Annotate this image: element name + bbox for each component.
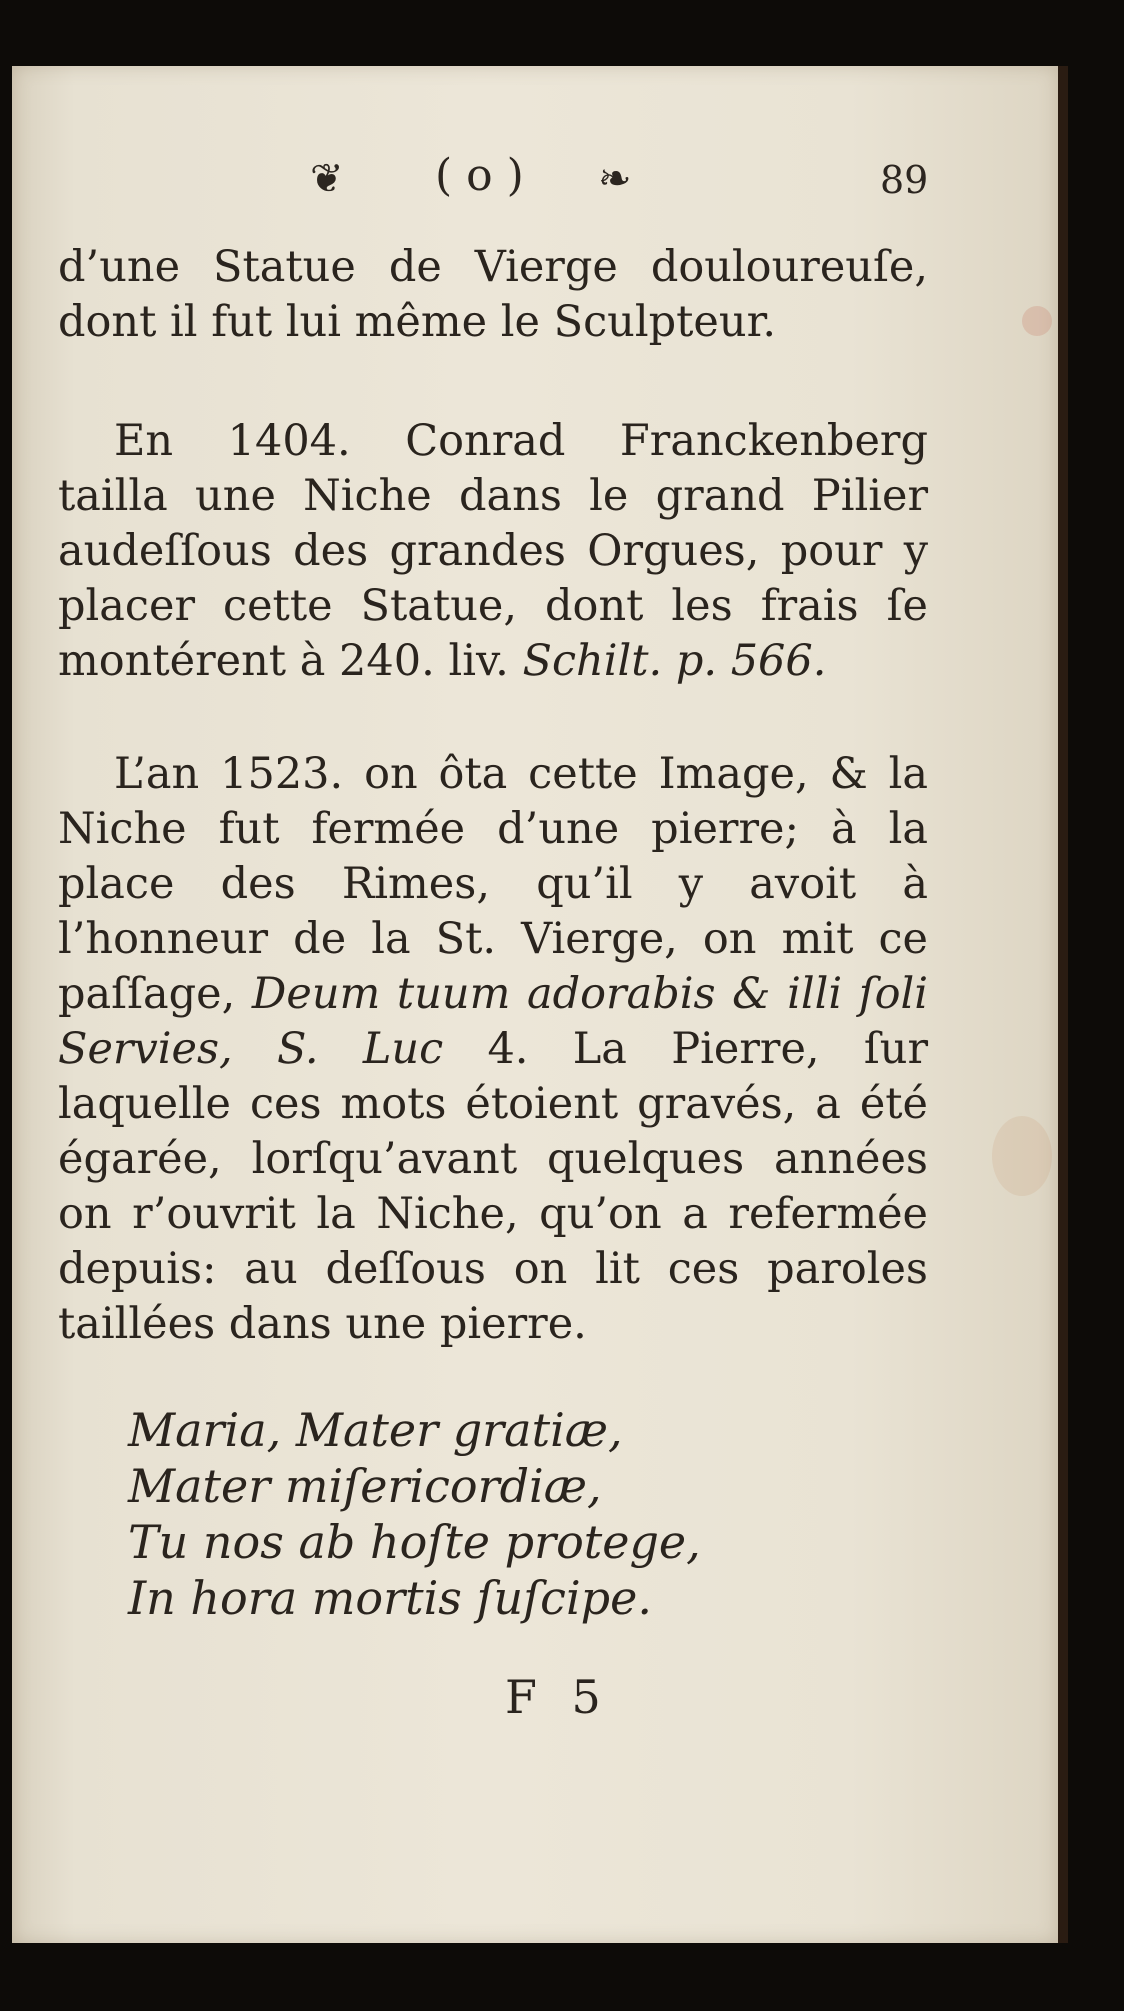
paper-stain [992, 1116, 1052, 1196]
book-edge [1058, 66, 1068, 1943]
floral-ornament-left-icon: ❦ [310, 156, 346, 202]
citation-reference: S. Luc [276, 1024, 444, 1074]
page-header [0, 150, 1124, 210]
verse-line: Tu nos ab hoſte protege, [128, 1515, 701, 1569]
paragraph-continuation: d’une Statue de Vierge douloureuſe, dont il fut lui même le Sculpteur. [58, 242, 928, 347]
paragraph-text: L’an 1523. on ôta cette Image, & la Niche fut fermée d’une pierre; à la place des Rimes, qu’il y avoit à l’honneur de la St. Vierge, on mit ce paſſage, [58, 749, 928, 1019]
header-signature-mark: ( o ) [435, 150, 524, 201]
latin-quotation: Deum tuum adorabis & illi ſoli Servies, [58, 969, 929, 1074]
signature-mark-footer: F 5 [505, 1670, 611, 1724]
verse-line: In hora mortis ſuſcipe. [128, 1571, 652, 1625]
body-text [58, 240, 928, 1626]
paragraph-image-removal [58, 747, 928, 1352]
paper-stain [1022, 306, 1052, 336]
latin-verse [128, 1402, 928, 1626]
page-number: 89 [880, 158, 929, 202]
paragraph-text: 4. La Pierre, ſur laquelle ces mots étoient gravés, a été égarée, lorſqu’avant quelques années on r’ouvrit la Niche, qu’on a refermée depuis: au deſſous on lit ces paroles taillées dans une pierre. [58, 1024, 929, 1349]
verse-line: Maria, Mater gratiæ, [128, 1403, 623, 1457]
paragraph-franckenberg [58, 414, 928, 689]
paragraph-text: En 1404. Conrad Franckenberg tailla une Niche dans le grand Pilier audeſſous des grandes Orgues, pour y placer cette Statue, dont les frais ſe montérent à 240. liv. [58, 416, 928, 686]
citation-reference: Schilt. p. 566. [522, 636, 827, 686]
verse-line: Mater miſericordiæ, [128, 1459, 602, 1513]
floral-ornament-right-icon: ❧ [598, 156, 634, 202]
